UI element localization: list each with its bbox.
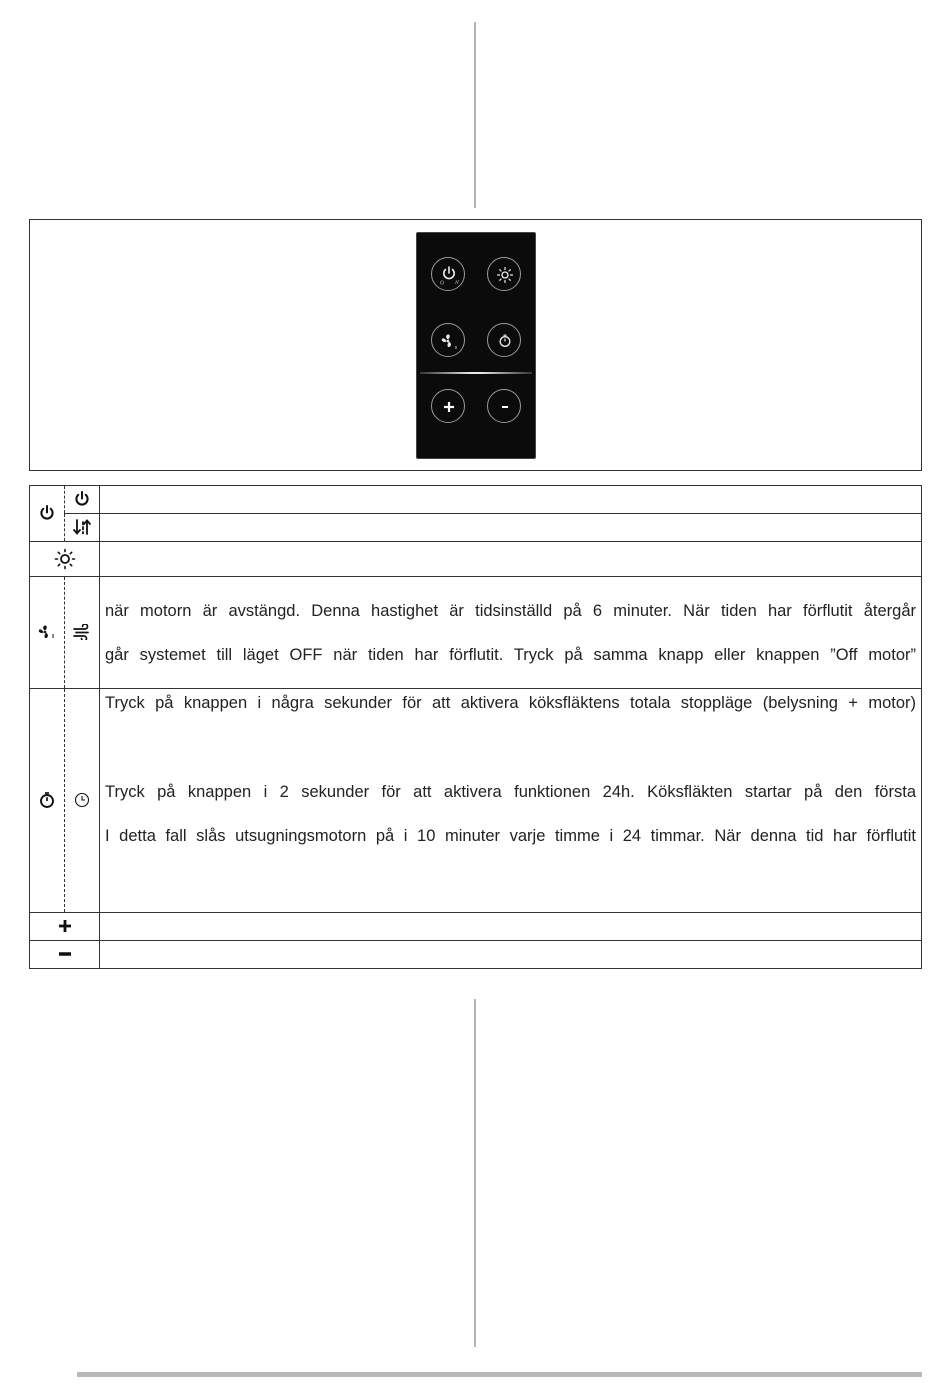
light-button[interactable] bbox=[487, 257, 521, 291]
icon-cell bbox=[30, 913, 100, 941]
icon-cell bbox=[65, 577, 100, 689]
minus-button[interactable] bbox=[487, 389, 521, 423]
light-icon bbox=[488, 258, 522, 292]
description-line: går systemet till läget OFF när tiden har förflutit. Tryck på samma knapp eller knappen ”Off motor” bbox=[105, 645, 916, 664]
timer-button[interactable] bbox=[487, 323, 521, 357]
description-cell bbox=[100, 486, 922, 514]
clock-icon bbox=[73, 791, 91, 809]
table-row bbox=[30, 913, 922, 941]
plus-icon bbox=[57, 918, 73, 934]
table-row bbox=[30, 689, 922, 913]
timer-icon bbox=[38, 791, 56, 809]
wind-icon bbox=[72, 624, 92, 640]
description-cell bbox=[100, 689, 922, 913]
fan-intensive-icon bbox=[37, 624, 57, 640]
table-row bbox=[30, 486, 922, 514]
icon-cell bbox=[30, 542, 100, 577]
table-row bbox=[30, 577, 922, 689]
power-icon bbox=[73, 490, 91, 508]
fan-icon bbox=[440, 281, 443, 284]
control-panel bbox=[416, 232, 536, 459]
icon-cell bbox=[65, 514, 100, 542]
plus-icon bbox=[432, 390, 466, 424]
description-cell bbox=[100, 577, 922, 689]
plus-button[interactable] bbox=[431, 389, 465, 423]
fan-intensive-button[interactable] bbox=[431, 323, 465, 357]
timer-icon bbox=[488, 324, 522, 358]
icon-cell bbox=[65, 486, 100, 514]
icon-cell bbox=[30, 577, 65, 689]
description-cell bbox=[100, 941, 922, 969]
description-line: I detta fall slås utsugningsmotorn på i 10 minuter varje timme i 24 timmar. När denna tid har förflutit bbox=[105, 827, 916, 845]
arrows-icon bbox=[72, 518, 92, 536]
table-row bbox=[30, 542, 922, 577]
fan-intensive-icon bbox=[432, 324, 466, 358]
icon-cell bbox=[30, 941, 100, 969]
description-line: Tryck på knappen i 2 sekunder för att aktivera funktionen 24h. Köksfläkten startar på den första bbox=[105, 783, 916, 801]
arrows-icon bbox=[455, 280, 459, 284]
description-cell bbox=[100, 514, 922, 542]
function-table bbox=[29, 485, 922, 969]
power-button[interactable] bbox=[431, 257, 465, 291]
power-icon bbox=[38, 504, 56, 522]
description-cell bbox=[100, 542, 922, 577]
icon-cell bbox=[30, 689, 65, 913]
power-icon bbox=[432, 258, 466, 292]
description-line: Tryck på knappen i några sekunder för att aktivera köksfläktens totala stoppläge (belysning + motor) bbox=[105, 694, 916, 712]
column-divider-top bbox=[474, 22, 476, 208]
description-line: när motorn är avstängd. Denna hastighet är tidsinställd på 6 minuter. När tiden har förflutit återgår bbox=[105, 601, 916, 620]
footer-bar bbox=[77, 1372, 922, 1377]
description-cell bbox=[100, 913, 922, 941]
minus-icon bbox=[488, 390, 522, 424]
icon-cell bbox=[65, 689, 100, 913]
control-panel-figure bbox=[29, 219, 922, 471]
table-row bbox=[30, 514, 922, 542]
minus-icon bbox=[57, 946, 73, 962]
column-divider-bottom bbox=[474, 999, 476, 1347]
light-icon bbox=[54, 548, 76, 570]
table-row bbox=[30, 941, 922, 969]
panel-divider-line bbox=[420, 372, 532, 374]
icon-cell bbox=[30, 486, 65, 542]
